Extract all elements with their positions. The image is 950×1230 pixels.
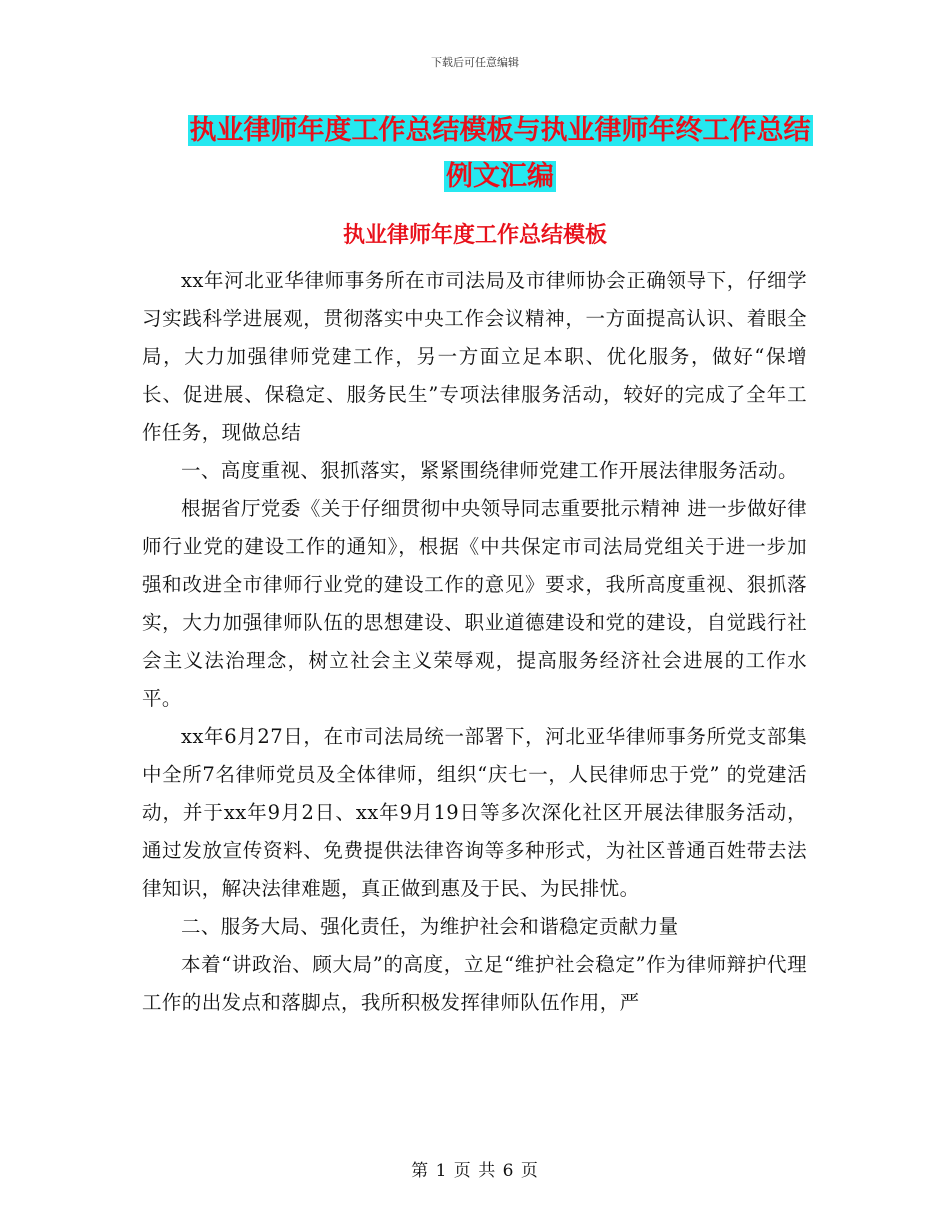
section-title: 执业律师年度工作总结模板 xyxy=(342,223,607,248)
document-title-line-1: 执业律师年度工作总结模板与执业律师年终工作总结 xyxy=(189,115,811,146)
paragraph: 根据省厅党委《关于仔细贯彻中央领导同志重要批示精神 进一步做好律师行业党的建设工作的通知》，根据《中共保定市司法局党组关于进一步加强和改进全市律师行业党的建设工作的意见》要求，我所高度重视、狠抓落实，大力加强律师队伍的思想建设、职业道德建设和党的建设，自觉践行社会主义法治理念，树立社会主义荣辱观，提高服务经济社会进展的工作水平。 xyxy=(142,497,807,710)
body-text xyxy=(142,262,807,1022)
paragraph: 二、服务大局、强化责任，为维护社会和谐稳定贡献力量 xyxy=(181,915,679,938)
paragraph: 一、高度重视、狠抓落实，紧紧围绕律师党建工作开展法律服务活动。 xyxy=(181,459,798,482)
page-number: 第 1 页 共 6 页 xyxy=(411,1161,539,1181)
document-title-line-2: 例文汇编 xyxy=(446,161,554,192)
header-note: 下载后可任意编辑 xyxy=(431,56,519,69)
paragraph: xx年6月27日，在市司法局统一部署下，河北亚华律师事务所党支部集中全所7名律师党员及全体律师，组织“庆七一，人民律师忠于党” 的党建活动，并于xx年9月2日、xx年9月19日等多次深化社区开展法律服务活动，通过发放宣传资料、免费提供法律咨询等多种形式，为社区普通百姓带去法律知识，解决法律难题，真正做到惠及于民、为民排忧。 xyxy=(142,725,807,900)
paragraph: 本着“讲政治、顾大局”的高度，立足“维护社会稳定”作为律师辩护代理工作的出发点和落脚点，我所积极发挥律师队伍作用，严 xyxy=(142,953,807,1014)
paragraph: xx年河北亚华律师事务所在市司法局及市律师协会正确领导下，仔细学习实践科学进展观，贯彻落实中央工作会议精神，一方面提高认识、着眼全局，大力加强律师党建工作，另一方面立足本职、优化服务，做好“保增长、促进展、保稳定、服务民生”专项法律服务活动，较好的完成了全年工作任务，现做总结 xyxy=(142,269,807,444)
document-title xyxy=(140,108,860,200)
